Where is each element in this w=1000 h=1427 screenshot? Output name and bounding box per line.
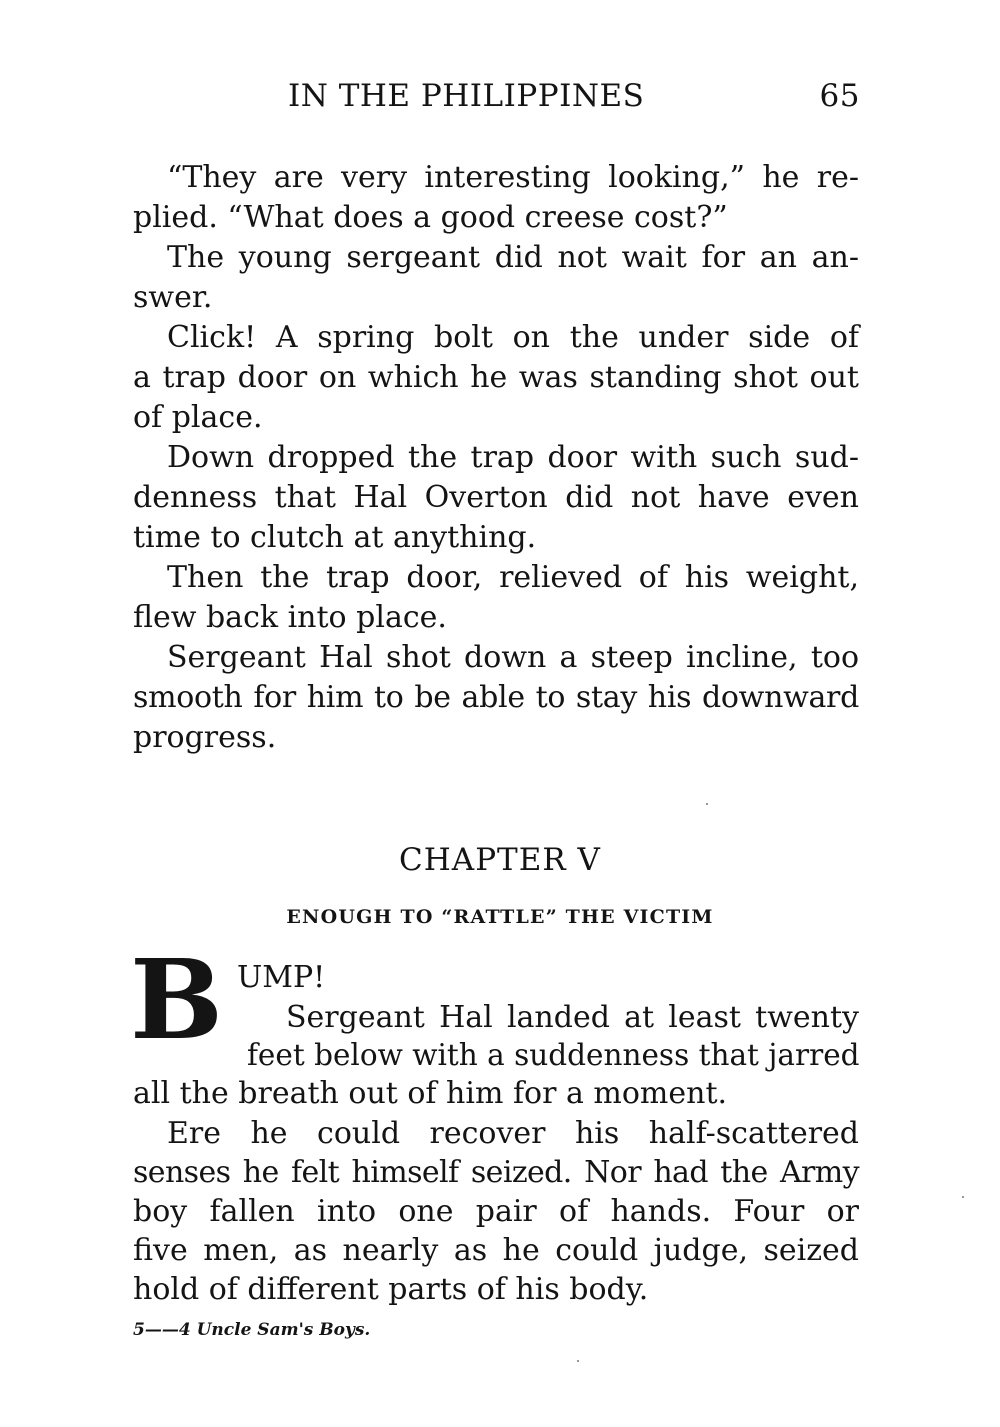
text-line: hold of different parts of his body. — [133, 1272, 649, 1307]
running-head-title: IN THE PHILIPPINES — [288, 78, 645, 114]
text-line: all the breath out of him for a moment. — [133, 1076, 728, 1111]
text-line: Sergeant Hal landed at least twenty — [286, 1000, 859, 1035]
scan-speck — [962, 1196, 964, 1198]
text-line: five men, as nearly as he could judge, seized — [133, 1233, 859, 1268]
chapter-heading: CHAPTER V — [399, 842, 601, 878]
text-line: smooth for him to be able to stay his downward — [133, 680, 859, 715]
text-line: Click! A spring bolt on the under side of — [167, 320, 859, 355]
signature-mark: 5——4 Uncle Sam's Boys. — [133, 1320, 371, 1340]
text-line: progress. — [133, 720, 277, 755]
text-line: Then the trap door, relieved of his weight, — [167, 560, 859, 595]
text-line: plied. “What does a good creese cost?” — [133, 200, 728, 235]
running-head — [288, 78, 860, 118]
text-line: UMP! — [237, 960, 326, 995]
chapter-subtitle: ENOUGH TO “RATTLE” THE VICTIM — [286, 906, 714, 928]
scan-speck — [577, 1360, 579, 1362]
text-line: senses he felt himself seized. Nor had the Army — [133, 1155, 859, 1190]
text-line: flew back into place. — [133, 600, 447, 635]
text-line: Sergeant Hal shot down a steep incline, too — [167, 640, 859, 675]
text-line: Down dropped the trap door with such sud- — [167, 440, 859, 475]
text-line: “They are very interesting looking,” he re- — [167, 160, 859, 195]
scan-speck — [706, 803, 708, 805]
text-line: of place. — [133, 400, 263, 435]
text-line: time to clutch at anything. — [133, 520, 537, 555]
text-line: a trap door on which he was standing shot out — [133, 360, 859, 395]
drop-cap: B — [130, 935, 223, 1064]
text-line: swer. — [133, 280, 213, 315]
text-line: The young sergeant did not wait for an an- — [167, 240, 859, 275]
text-line: Ere he could recover his half-scattered — [167, 1116, 859, 1151]
page-number: 65 — [819, 78, 860, 114]
text-line: denness that Hal Overton did not have even — [133, 480, 859, 515]
text-line: boy fallen into one pair of hands. Four or — [133, 1194, 859, 1229]
text-line: feet below with a suddenness that jarred — [247, 1038, 860, 1072]
